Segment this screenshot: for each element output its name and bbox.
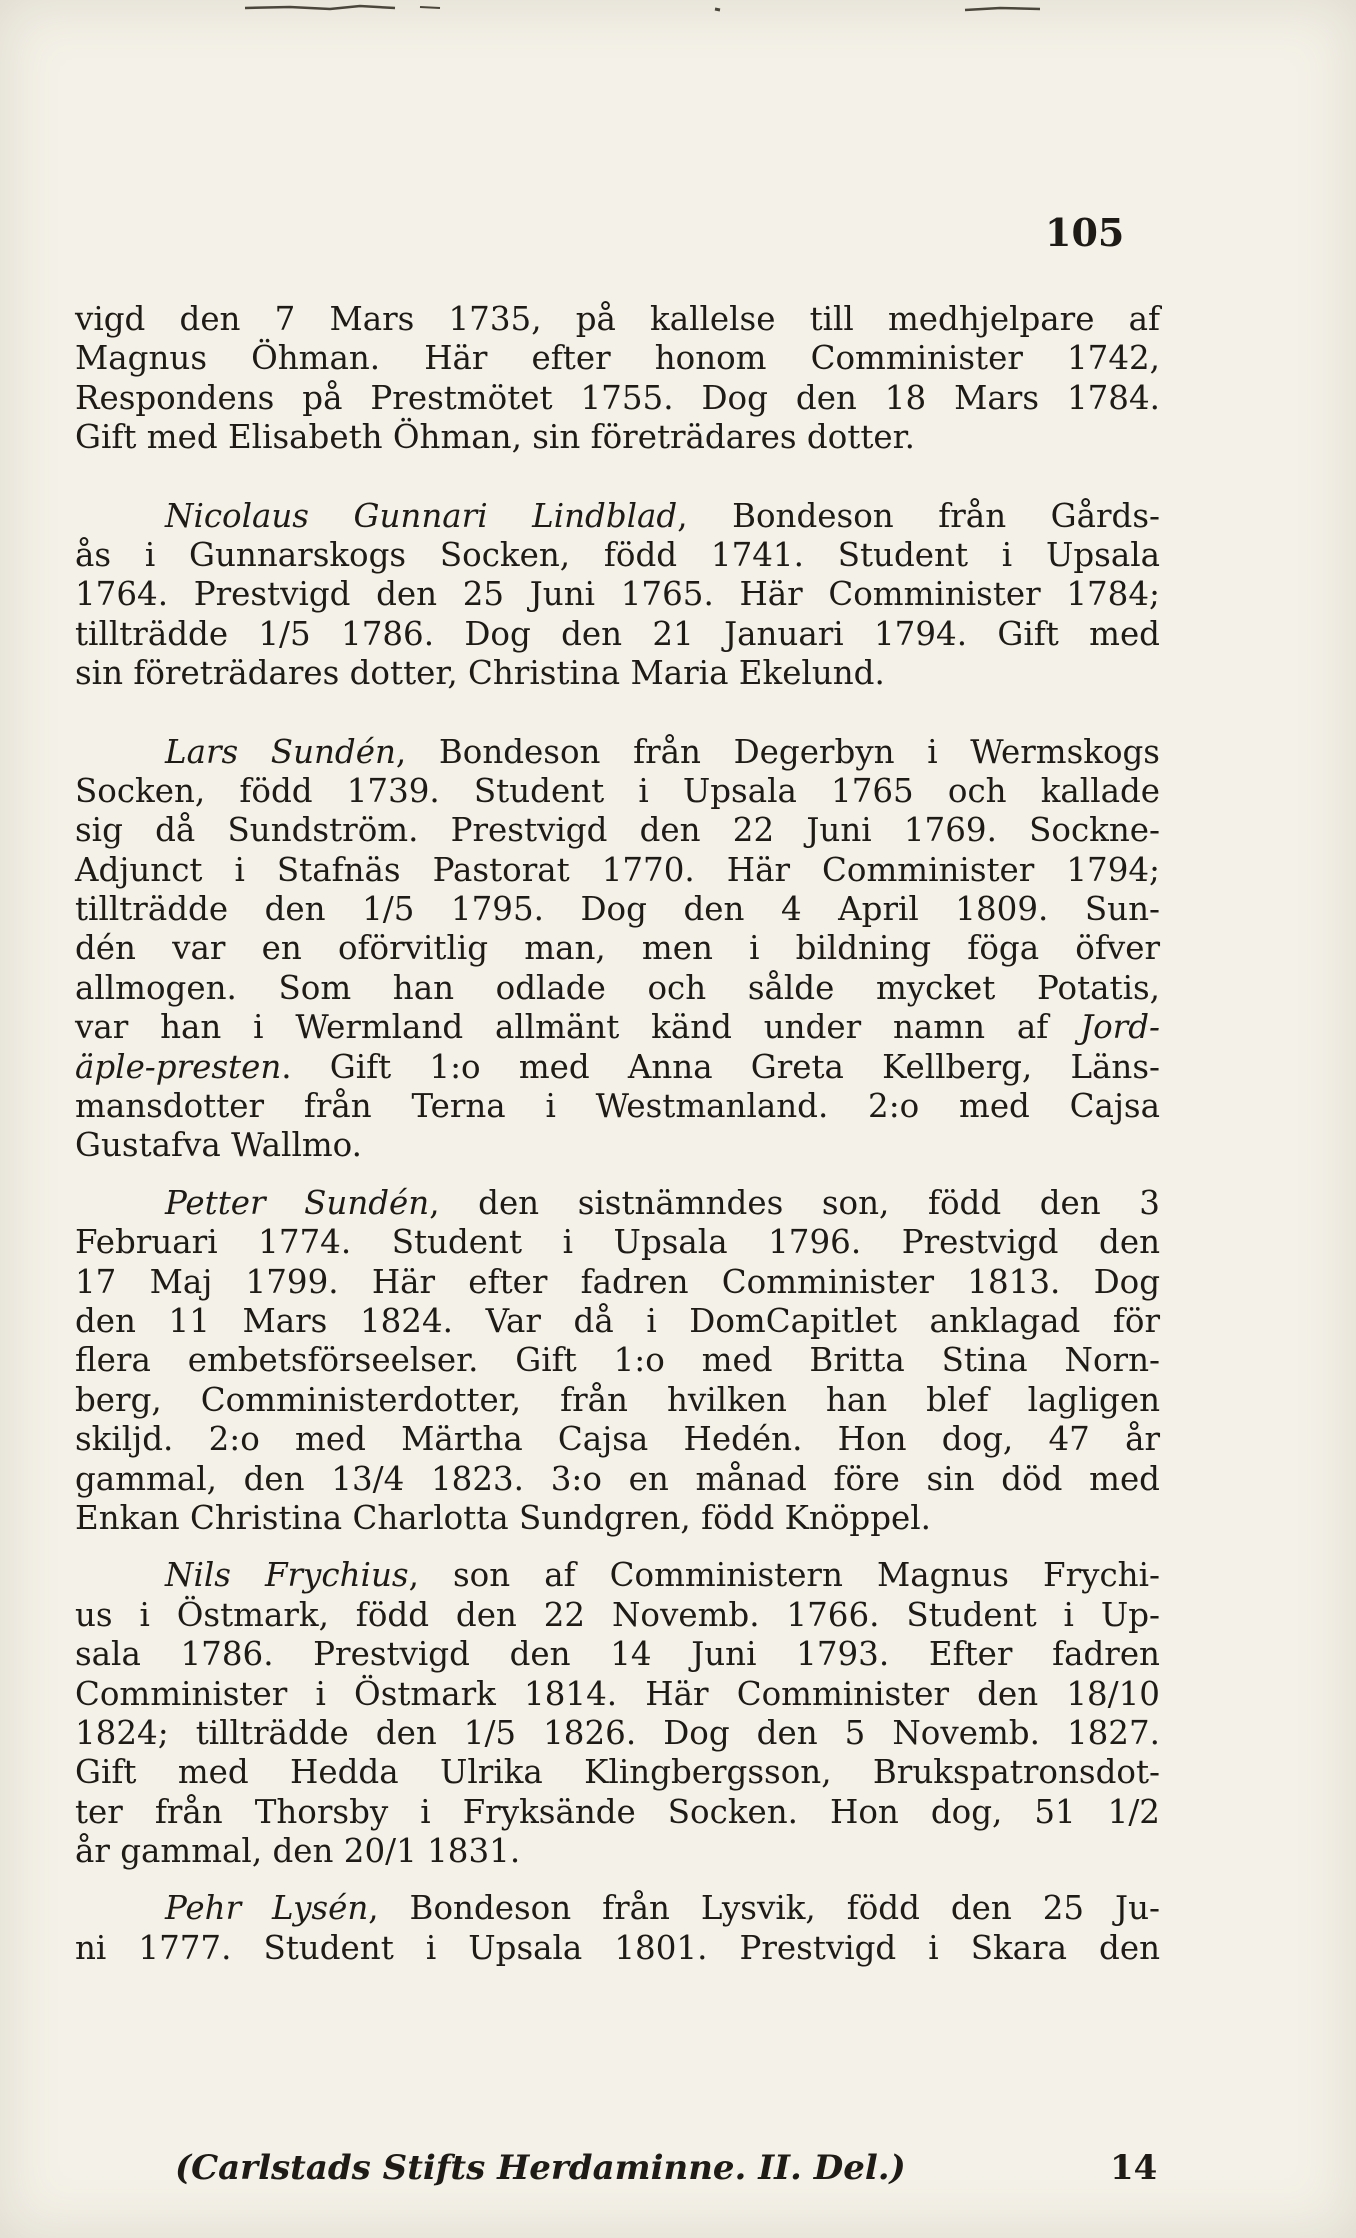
text-line: us i Östmark, född den 22 Novemb. 1766. Student i Up- — [75, 1595, 1160, 1634]
text-line: äple-presten. Gift 1:o med Anna Greta Kellberg, Läns- — [75, 1047, 1160, 1086]
text-line: Nicolaus Gunnari Lindblad, Bondeson från Gårds- — [165, 496, 1161, 535]
text-line: var han i Wermland allmänt känd under namn af Jord- — [75, 1008, 1160, 1047]
text-line: Lars Sundén, Bondeson från Degerbyn i Wermskogs — [165, 732, 1160, 771]
scan-edge-marks — [0, 0, 1356, 30]
text-line: 1824; tillträdde den 1/5 1826. Dog den 5 Novemb. 1827. — [75, 1713, 1160, 1752]
person-name: Petter Sundén — [165, 1183, 430, 1222]
text-line: 17 Maj 1799. Här efter fadren Comminister 1813. Dog — [75, 1262, 1160, 1301]
text-line: den 11 Mars 1824. Var då i DomCapitlet anklagad för — [75, 1301, 1160, 1340]
paragraph-ohman — [75, 300, 1160, 458]
text-line: Nils Frychius, son af Comministern Magnus Frychi- — [165, 1556, 1160, 1595]
paragraph-lars-sunden — [75, 733, 1160, 1166]
page-footer-signature-title: (Carlstads Stifts Herdaminne. II. Del.) — [175, 2148, 906, 2188]
text-line: Socken, född 1739. Student i Upsala 1765 och kallade — [75, 771, 1160, 810]
text-line: berg, Comministerdotter, från hvilken han blef lagligen — [75, 1380, 1160, 1419]
printer-signature-mark: 14 — [1110, 2148, 1158, 2188]
paragraph-frychius — [75, 1556, 1160, 1871]
text-line: mansdotter från Terna i Westmanland. 2:o med Cajsa — [75, 1087, 1160, 1126]
text-line: år gammal, den 20/1 1831. — [75, 1832, 521, 1871]
person-name: Pehr Lysén — [165, 1889, 369, 1928]
text-line: tillträdde 1/5 1786. Dog den 21 Januari 1794. Gift med — [75, 614, 1160, 653]
person-name: Nicolaus Gunnari Lindblad — [165, 496, 678, 535]
text-line: sala 1786. Prestvigd den 14 Juni 1793. Efter fadren — [75, 1635, 1160, 1674]
text-line: gammal, den 13/4 1823. 3:o en månad före sin död med — [75, 1459, 1160, 1498]
paragraph-lysen — [75, 1889, 1160, 1968]
text-line: Gift med Hedda Ulrika Klingbergsson, Brukspatronsdot- — [75, 1753, 1160, 1792]
text-line: Februari 1774. Student i Upsala 1796. Prestvigd den — [75, 1223, 1160, 1262]
text-line: Adjunct i Stafnäs Pastorat 1770. Här Comminister 1794; — [75, 850, 1160, 889]
text-line: tillträdde den 1/5 1795. Dog den 4 April 1809. Sun- — [75, 890, 1160, 929]
person-name: Nils Frychius — [165, 1556, 409, 1595]
page-number: 105 — [1045, 210, 1125, 255]
text-line: ter från Thorsby i Fryksände Socken. Hon dog, 51 1/2 — [75, 1792, 1160, 1831]
person-name: Lars Sundén — [165, 732, 396, 771]
text-line: allmogen. Som han odlade och sålde mycket Potatis, — [75, 968, 1160, 1007]
text-line: dén var en oförvitlig man, men i bildning föga öfver — [75, 929, 1160, 968]
text-line: skiljd. 2:o med Märtha Cajsa Hedén. Hon dog, 47 år — [75, 1420, 1160, 1459]
text-line: flera embetsförseelser. Gift 1:o med Britta Stina Norn- — [75, 1341, 1160, 1380]
text-line: Respondens på Prestmötet 1755. Dog den 18 Mars 1784. — [75, 378, 1160, 417]
text-line: sin företrädares dotter, Christina Maria Ekelund. — [75, 654, 885, 693]
text-line: 1764. Prestvigd den 25 Juni 1765. Här Comminister 1784; — [75, 575, 1160, 614]
text-line: Gustafva Wallmo. — [75, 1126, 362, 1165]
text-line: Comminister i Östmark 1814. Här Comminister den 18/10 — [75, 1674, 1160, 1713]
nickname-part: äple-presten — [75, 1047, 282, 1086]
text-line: Magnus Öhman. Här efter honom Comminister 1742, — [75, 339, 1160, 378]
text-line: Petter Sundén, den sistnämndes son, född den 3 — [165, 1183, 1160, 1222]
text-line: sig då Sundström. Prestvigd den 22 Juni 1769. Sockne- — [75, 811, 1160, 850]
text-line: Enkan Christina Charlotta Sundgren, född Knöppel. — [75, 1498, 931, 1537]
text-line: vigd den 7 Mars 1735, på kallelse till medhjelpare af — [75, 300, 1160, 338]
nickname-part: Jord- — [1080, 1008, 1160, 1047]
text-line: Pehr Lysén, Bondeson från Lysvik, född den 25 Ju- — [165, 1889, 1161, 1928]
paragraph-petter-sunden — [75, 1184, 1160, 1539]
text-line: ås i Gunnarskogs Socken, född 1741. Student i Upsala — [75, 535, 1160, 574]
page-body — [75, 300, 1160, 1968]
text-line: Gift med Elisabeth Öhman, sin företrädares dotter. — [75, 418, 915, 457]
paragraph-lindblad — [75, 497, 1160, 694]
text-line: ni 1777. Student i Upsala 1801. Prestvigd i Skara den — [75, 1928, 1160, 1967]
